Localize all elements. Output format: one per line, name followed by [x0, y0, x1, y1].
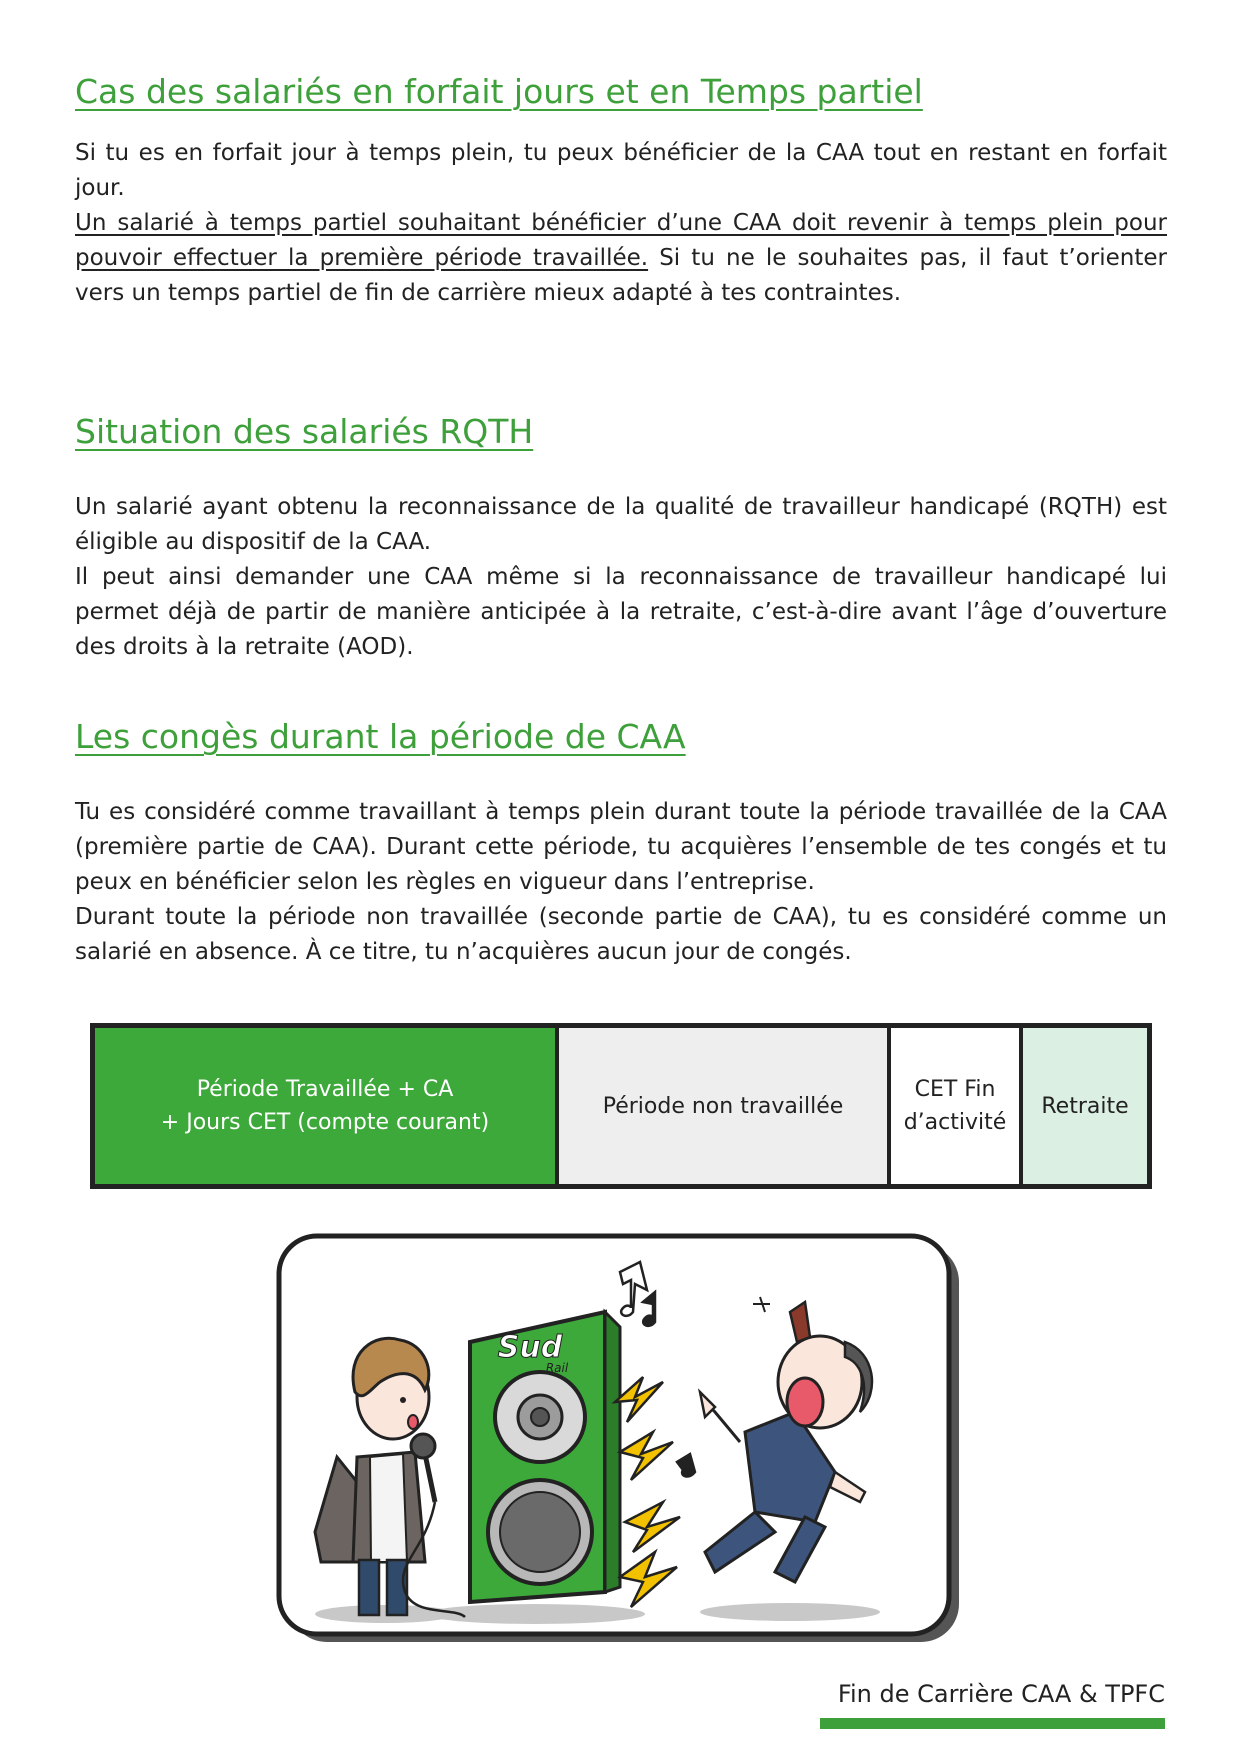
segment-line: Période Travaillée + CA: [196, 1077, 454, 1102]
segment-line: CET Fin: [914, 1077, 996, 1102]
timeline-segment-cet: [891, 1028, 1019, 1184]
segment-line: Retraite: [1041, 1093, 1129, 1119]
segment-line: d’activité: [903, 1110, 1007, 1135]
section-title-rqth: Situation des salariés RQTH: [75, 412, 534, 451]
caa-timeline: [90, 1023, 1152, 1189]
paragraph: Il peut ainsi demander une CAA même si la reconnaissance de travailleur handicapé lui permet déjà de partir de manière anticipée à la retraite, c’est-à-dire avant l’âge d’ouverture des droits à la retraite (AOD).: [75, 564, 1167, 660]
footer-label: Fin de Carrière CAA & TPFC: [837, 1680, 1165, 1708]
ground-shadow: [700, 1603, 880, 1621]
speaker-logo: Sud: [497, 1330, 563, 1365]
paragraph: Durant toute la période non travaillée (seconde partie de CAA), tu es considéré comme un salarié en absence. À ce titre, tu n’acquières aucun jour de congés.: [75, 904, 1167, 965]
paragraph: Un salarié ayant obtenu la reconnaissance de la qualité de travailleur handicapé (RQTH) est éligible au dispositif de la CAA.: [75, 494, 1167, 555]
timeline-segment-worked: [95, 1028, 555, 1184]
timeline-segment-retirement: [1023, 1028, 1147, 1184]
paragraph: Tu es considéré comme travaillant à temps plein durant toute la période travaillée de la CAA (première partie de CAA). Durant cette période, tu acquières l’ensemble de tes congés et tu peux en bénéficier selon les règles en vigueur dans l’entreprise.: [75, 799, 1167, 895]
section-title-conges: Les congès durant la période de CAA: [75, 717, 686, 756]
segment-line: + Jours CET (compte courant): [160, 1110, 490, 1135]
speaker-logo-sub: Rail: [545, 1361, 569, 1375]
section-title-forfait: Cas des salariés en forfait jours et en Temps partiel: [75, 72, 923, 111]
timeline-segment-not-worked: [559, 1028, 887, 1184]
section-body-rqth: [75, 490, 1167, 665]
underlined-text: Un salarié à temps partiel souhaitant bénéficier d’une CAA doit revenir à temps plein pour pouvoir effectuer la première période travaillée.: [75, 210, 1167, 271]
paragraph: [75, 206, 1167, 311]
paragraph: Si tu es en forfait jour à temps plein, tu peux bénéficier de la CAA tout en restant en forfait jour.: [75, 140, 1167, 201]
paragraph-text: Si tu ne le souhaites pas, il faut t’orienter vers un temps partiel de fin de carrière mieux adapté à tes contraintes.: [75, 245, 1167, 306]
section-body-conges: [75, 795, 1167, 970]
segment-line: Période non travaillée: [602, 1093, 844, 1119]
footer-accent-bar: [820, 1718, 1165, 1729]
cartoon-illustration: [275, 1232, 965, 1647]
speaker: [470, 1312, 620, 1602]
section-body-forfait: [75, 136, 1167, 311]
